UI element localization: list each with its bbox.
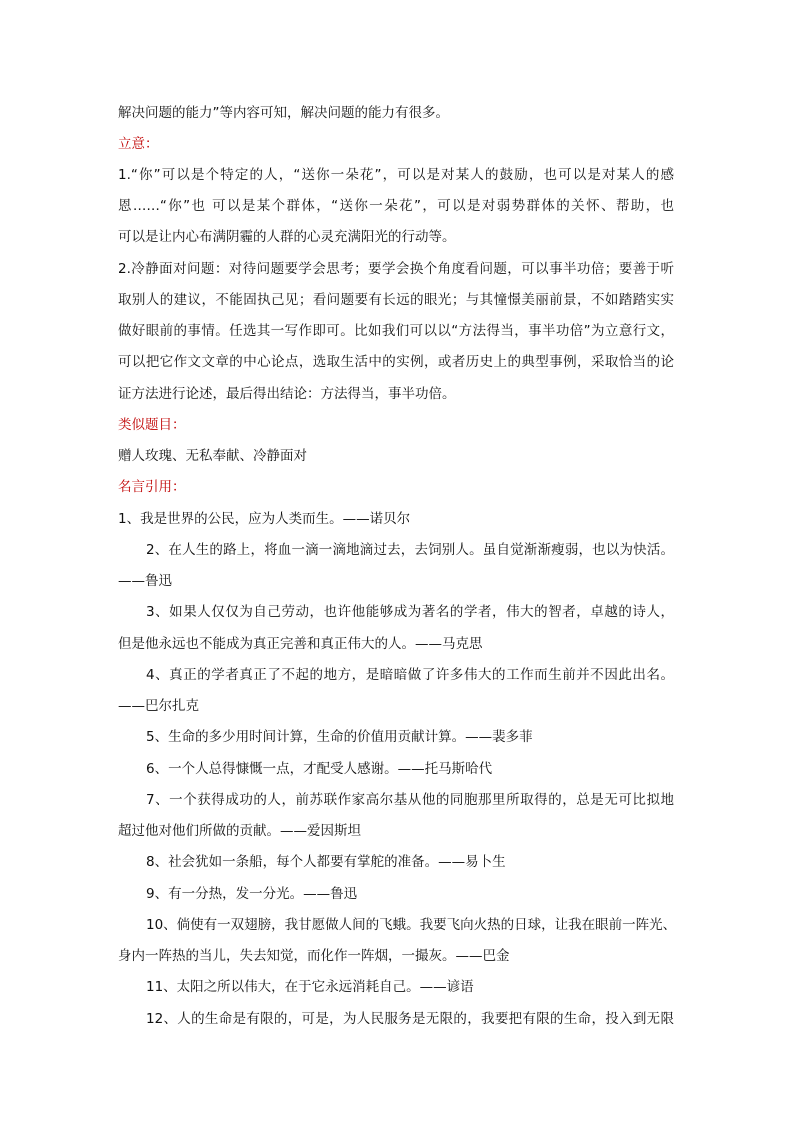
quote-line: 10、倘使有一双翅膀，我甘愿做人间的飞蛾。我要飞向火热的日球，让我在眼前一阵光、	[146, 917, 677, 933]
quote-line: 超过他对他们所做的贡献。——爱因斯坦	[118, 823, 361, 839]
quote-line: 8、社会犹如一条船，每个人都要有掌舵的准备。——易卜生	[146, 854, 506, 870]
text-line: 可以把它作文文章的中心论点，选取生活中的实例，或者历史上的典型事例，采取恰当的论	[118, 354, 674, 370]
text-line: 解决问题的能力”等内容可知，解决问题的能力有很多。	[118, 105, 449, 121]
quote-line: ——鲁迅	[118, 573, 172, 589]
quote-line: 2、在人生的路上，将血一滴一滴地滴过去，去饲别人。虽自觉渐渐瘦弱，也以为快活。	[146, 542, 674, 558]
quote-line: 4、真正的学者真正了不起的地方，是暗暗做了许多伟大的工作而生前并不因此出名。	[146, 667, 674, 683]
text-line: 可以是让内心布满阴霾的人群的心灵充满阳光的行动等。	[118, 229, 456, 245]
quote-line: 11、太阳之所以伟大，在于它永远消耗自己。——谚语	[146, 979, 474, 995]
text-line: 取别人的建议，不能固执己见；看问题要有长远的眼光；与其憧憬美丽前景，不如踏踏实实	[118, 292, 674, 308]
text-line: 1.“你”可以是个特定的人，“送你一朵花”，可以是对某人的鼓励，也可以是对某人的感	[118, 167, 674, 183]
quote-line: 5、生命的多少用时间计算，生命的价值用贡献计算。——裴多菲	[146, 729, 533, 745]
text-line: 2.冷静面对问题：对待问题要学会思考；要学会换个角度看问题，可以事半功倍；要善于听	[118, 261, 674, 277]
heading-liyi: 立意：	[118, 136, 159, 152]
heading-quotes: 名言引用：	[118, 479, 186, 495]
quote-line: 12、人的生命是有限的，可是，为人民服务是无限的，我要把有限的生命，投入到无限	[146, 1011, 674, 1027]
quote-line: 6、一个人总得慷慨一点，才配受人感谢。——托马斯哈代	[146, 761, 493, 777]
quote-line: 3、如果人仅仅为自己劳动，也许他能够成为著名的学者，伟大的智者，卓越的诗人，	[146, 604, 674, 620]
quote-line: 1、我是世界的公民，应为人类而生。——诺贝尔	[118, 511, 411, 527]
quote-line: 身内一阵热的当儿，失去知觉，而化作一阵烟，一撮灰。——巴金	[118, 948, 510, 964]
text-line: 做好眼前的事情。任选其一写作即可。比如我们可以以“方法得当，事半功倍”为立意行文，	[118, 323, 674, 339]
text-line: 证方法进行论述，最后得出结论：方法得当，事半功倍。	[118, 386, 456, 402]
text-line: 赠人玫瑰、无私奉献、冷静面对	[118, 448, 307, 464]
text-line: 恩……“你”也 可以是某个群体，“送你一朵花”，可以是对弱势群体的关怀、帮助，也	[118, 198, 674, 214]
quote-line: 7、一个获得成功的人，前苏联作家高尔基从他的同胞那里所取得的，总是无可比拟地	[146, 792, 674, 808]
heading-similar-topics: 类似题目：	[118, 417, 186, 433]
quote-line: ——巴尔扎克	[118, 698, 199, 714]
quote-line: 9、有一分热，发一分光。——鲁迅	[146, 886, 358, 902]
quote-line: 但是他永远也不能成为真正完善和真正伟大的人。——马克思	[118, 636, 483, 652]
